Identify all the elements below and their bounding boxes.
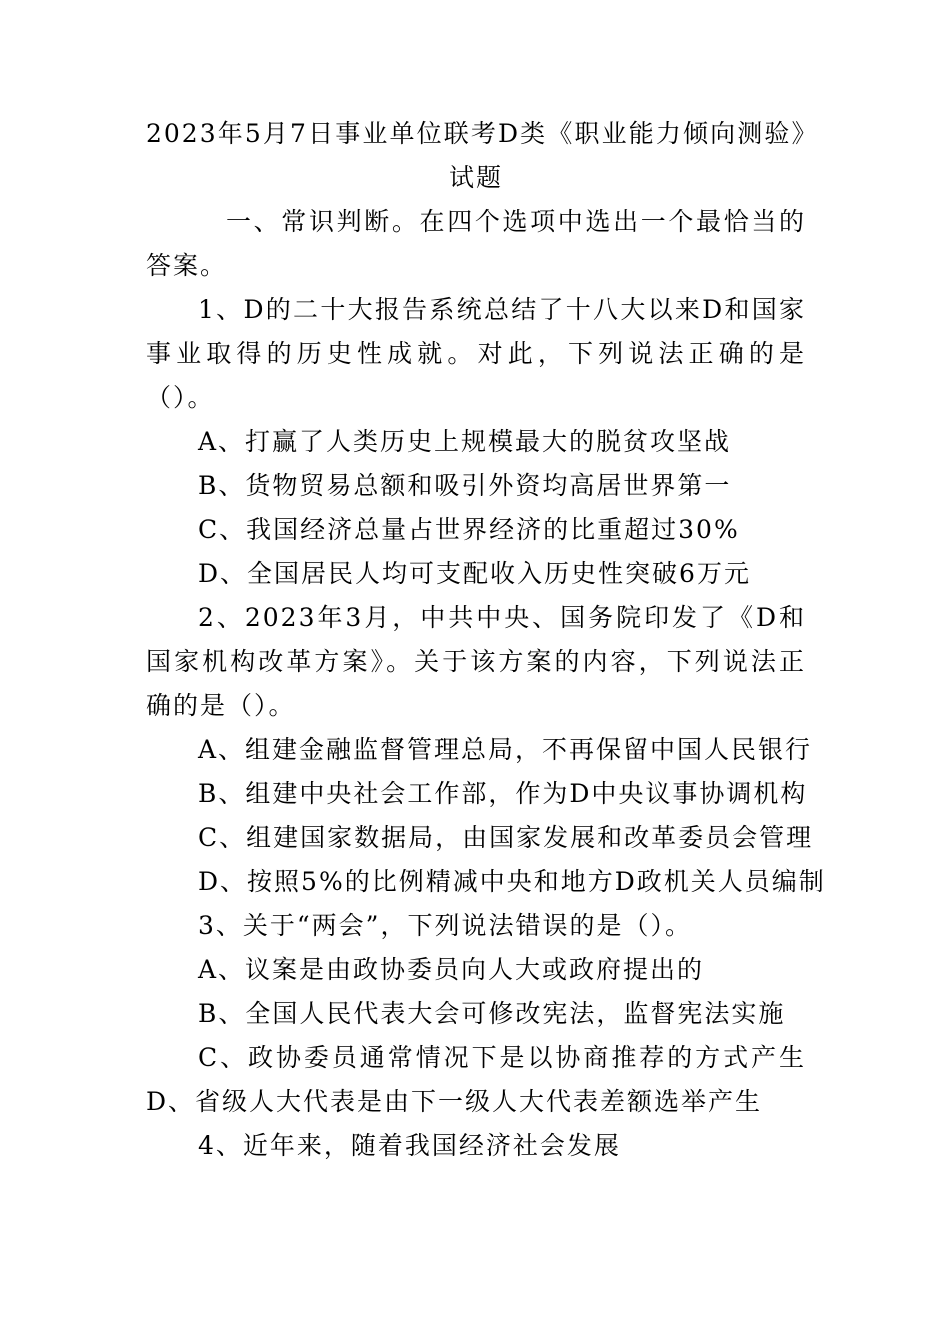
question-1-stem: 1、D的二十大报告系统总结了十八大以来D和国家事业取得的历史性成就。对此，下列说法正确的是（）。 — [146, 295, 806, 412]
question-2-option-c: C、组建国家数据局，由国家发展和改革委员会管理 — [198, 823, 814, 852]
question-2-stem: 2、2023年3月，中共中央、国务院印发了《D和国家机构改革方案》。关于该方案的内容，下列说法正确的是（）。 — [146, 603, 806, 720]
question-2-option-b: B、组建中央社会工作部，作为D中央议事协调机构 — [198, 779, 808, 808]
question-1-option-c: C、我国经济总量占世界经济的比重超过30% — [198, 515, 740, 544]
question-3-option-a: A、议案是由政协委员向人大或政府提出的 — [198, 955, 705, 984]
question-1-option-b: B、货物贸易总额和吸引外资均高居世界第一 — [198, 471, 732, 500]
question-1-option-d: D、全国居民人均可支配收入历史性突破6万元 — [198, 559, 751, 588]
question-4-stem: 4、近年来，随着我国经济社会发展 — [198, 1131, 621, 1160]
document-page — [146, 112, 826, 1168]
question-2-option-a: A、组建金融监督管理总局，不再保留中国人民银行 — [198, 735, 813, 764]
question-1-option-a: A、打赢了人类历史上规模最大的脱贫攻坚战 — [198, 427, 732, 456]
question-3-option-b: B、全国人民代表大会可修改宪法，监督宪法实施 — [198, 999, 786, 1028]
question-3-option-c-d: C、政协委员通常情况下是以协商推荐的方式产生D、省级人大代表是由下一级人大代表差额选举产生 — [146, 1043, 806, 1116]
document-title: 2023年5月7日事业单位联考D类《职业能力倾向测验》试题 — [146, 119, 806, 192]
question-3-stem: 3、关于“两会”，下列说法错误的是（）。 — [198, 911, 692, 940]
question-2-option-d: D、按照5%的比例精减中央和地方D政机关人员编制 — [198, 867, 826, 896]
section-heading: 一、常识判断。在四个选项中选出一个最恰当的答案。 — [146, 207, 806, 280]
